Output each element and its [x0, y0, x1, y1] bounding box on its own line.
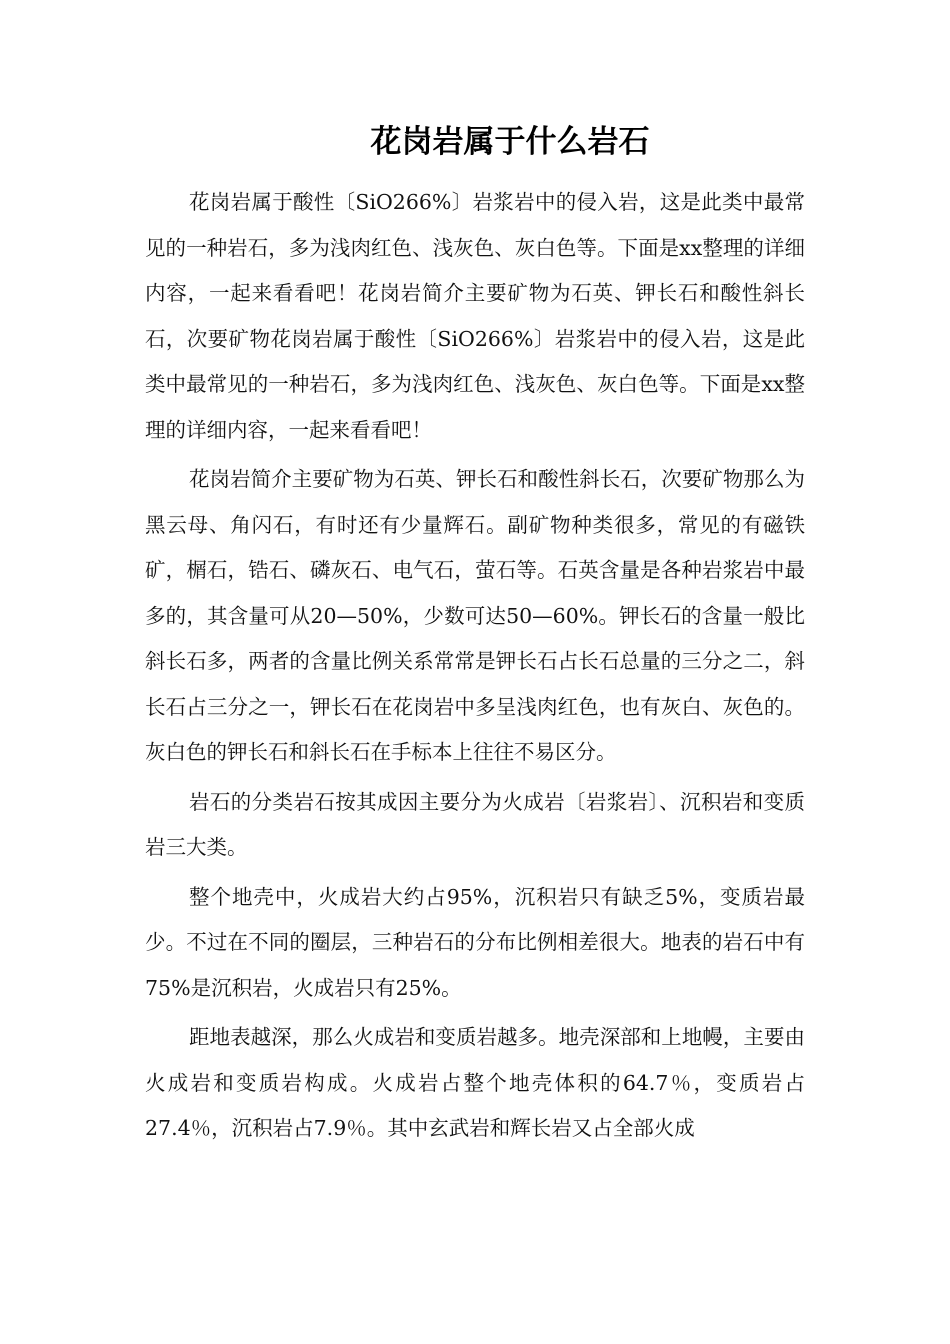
paragraph-minerals: 花岗岩简介主要矿物为石英、钾长石和酸性斜长石，次要矿物那么为黑云母、角闪石，有时还有少量辉石。副矿物种类很多，常见的有磁铁矿，榍石，锆石、磷灰石、电气石，萤石等。石英含量是各种岩浆岩中最多的，其含量可从20—50%，少数可达50—60%。钾长石的含量一般比斜长石多，两者的含量比例关系常常是钾长石占长石总量的三分之二，斜长石占三分之一，钾长石在花岗岩中多呈浅肉红色，也有灰白、灰色的。灰白色的钾长石和斜长石在手标本上往往不易区分。 [145, 467, 805, 764]
paragraph-intro: 花岗岩属于酸性〔SiO266%〕岩浆岩中的侵入岩，这是此类中最常见的一种岩石，多为浅肉红色、浅灰色、灰白色等。下面是xx整理的详细内容，一起来看看吧！花岗岩简介主要矿物为石英、钾长石和酸性斜长石，次要矿物花岗岩属于酸性〔SiO266%〕岩浆岩中的侵入岩，这是此类中最常见的一种岩石，多为浅肉红色、浅灰色、灰白色等。下面是xx整理的详细内容，一起来看看吧！ [145, 190, 805, 442]
paragraph-crust-distribution: 整个地壳中，火成岩大约占95%，沉积岩只有缺乏5%，变质岩最少。不过在不同的圈层，三种岩石的分布比例相差很大。地表的岩石中有75%是沉积岩，火成岩只有25%。 [145, 884, 805, 1000]
paragraph-rock-classification: 岩石的分类岩石按其成因主要分为火成岩〔岩浆岩〕、沉积岩和变质岩三大类。 [145, 789, 805, 859]
document-title: 花岗岩属于什么岩石 [370, 124, 650, 160]
document-body [145, 180, 805, 1156]
paragraph-depth-distribution: 距地表越深，那么火成岩和变质岩越多。地壳深部和上地幔，主要由火成岩和变质岩构成。火成岩占整个地壳体积的64.7％，变质岩占27.4％，沉积岩占7.9％。其中玄武岩和辉长岩又占全部火成 [145, 1025, 805, 1140]
